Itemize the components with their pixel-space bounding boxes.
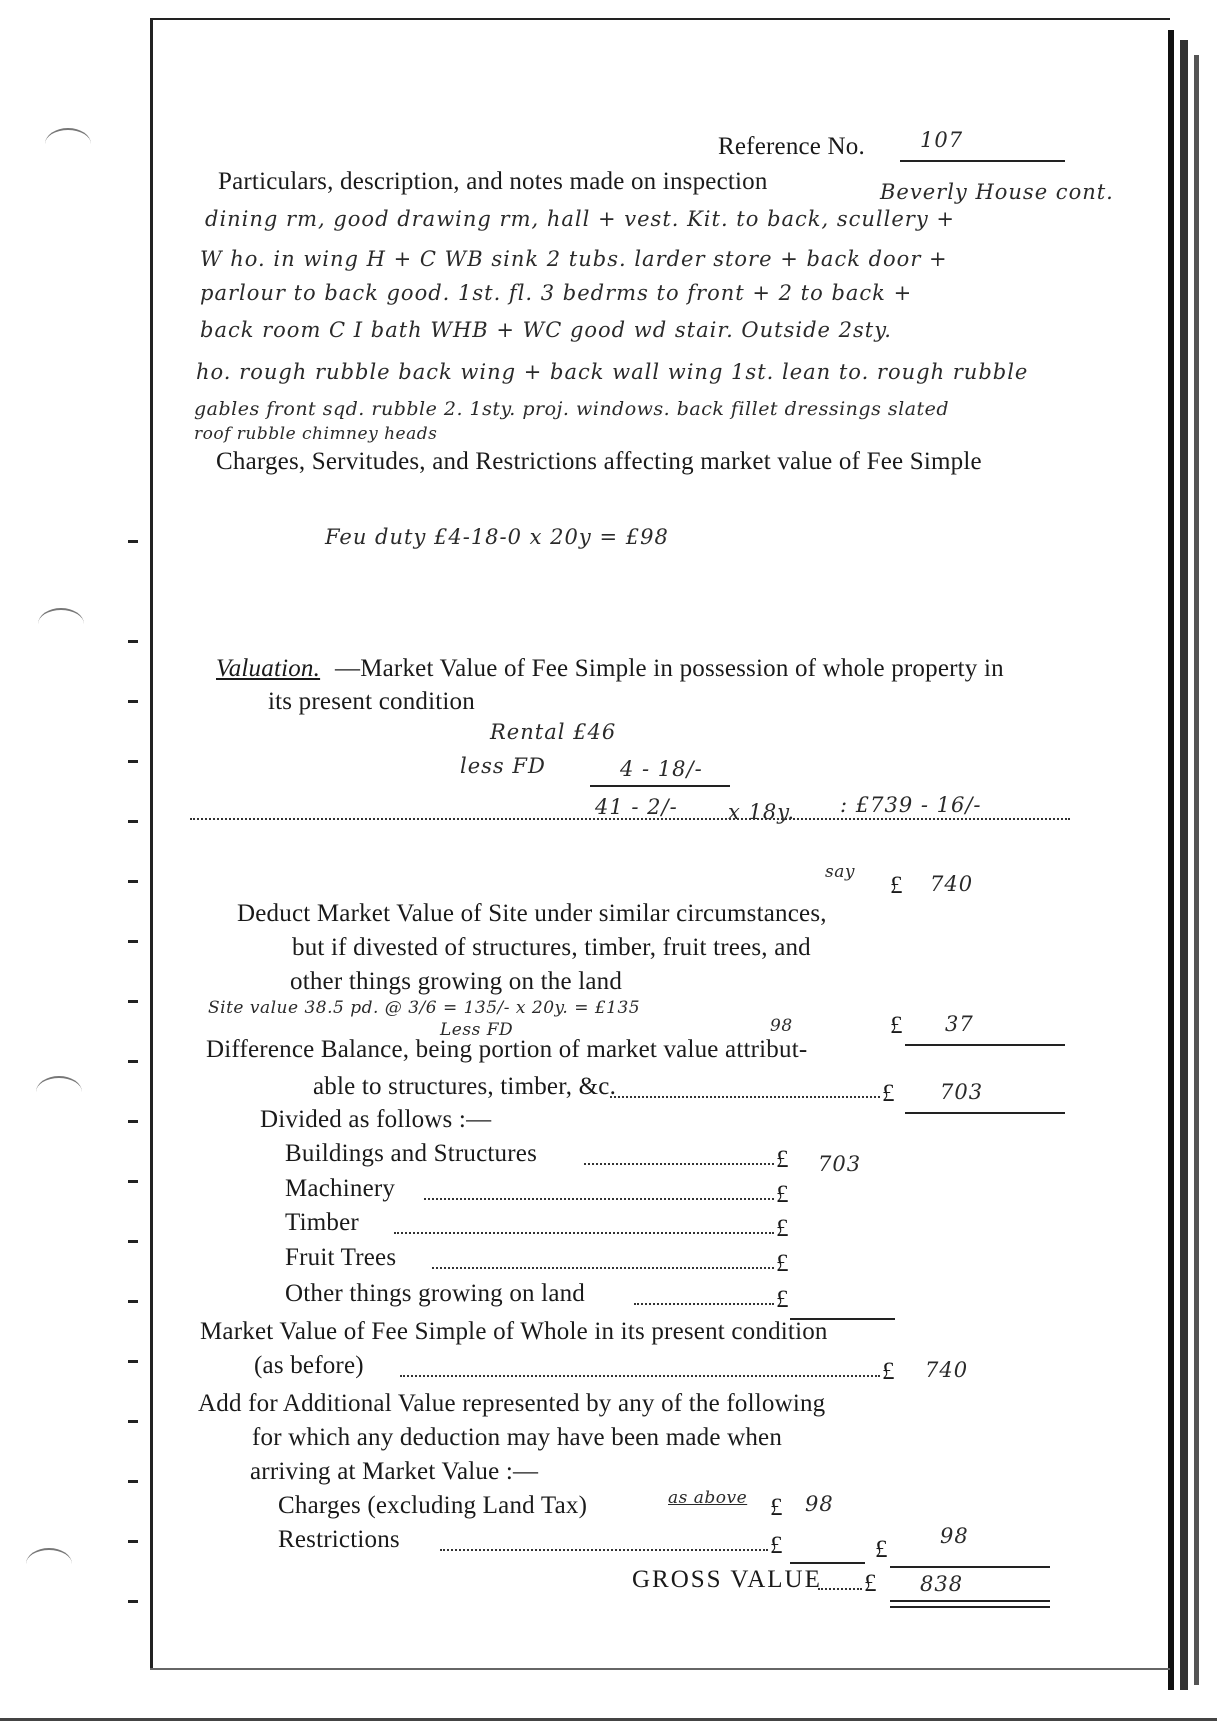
additional-label-line1: Add for Additional Value represented by any of the following — [198, 1390, 826, 1417]
valuation-rental: Rental £46 — [490, 720, 617, 744]
divided-item-label: Machinery — [285, 1175, 396, 1202]
divided-item-dots — [394, 1232, 774, 1234]
restrictions-rule — [790, 1562, 865, 1564]
punch-hole-mark — [45, 128, 91, 160]
site-currency: £ — [890, 1012, 903, 1039]
page-binding-edge-3 — [1194, 55, 1199, 1685]
restrictions-label: Restrictions — [278, 1526, 400, 1553]
gross-double-underline-1 — [890, 1600, 1050, 1602]
margin-tick — [128, 1600, 138, 1603]
valuation-title: Valuation. — [216, 655, 321, 682]
whole-dots — [400, 1375, 880, 1377]
margin-tick — [128, 1060, 138, 1063]
page-bottom-border — [150, 1668, 1170, 1670]
valuation-result: : £739 - 16/- — [840, 793, 982, 817]
gross-label: GROSS VALUE — [632, 1566, 822, 1593]
whole-label-line1: Market Value of Fee Simple of Whole in its present condition — [200, 1318, 828, 1345]
margin-tick — [128, 640, 138, 643]
divided-item-dots — [424, 1198, 774, 1200]
site-calc-less: Less FD — [440, 1020, 514, 1040]
difference-label-line1: Difference Balance, being portion of market value attribut- — [206, 1036, 808, 1063]
site-label-line1: Deduct Market Value of Site under similar circumstances, — [237, 900, 827, 927]
additional-label-line2: for which any deduction may have been made when — [252, 1424, 783, 1451]
notes-line: back room C I bath WHB + WC good wd stair. Outside 2sty. — [200, 318, 892, 342]
gross-currency: £ — [864, 1570, 877, 1597]
site-label-line2: but if divested of structures, timber, fruit trees, and — [292, 934, 811, 961]
margin-tick — [128, 1240, 138, 1243]
say-currency: £ — [890, 872, 903, 899]
valuation-net: 41 - 2/- — [595, 795, 678, 819]
gross-value: 838 — [920, 1572, 964, 1596]
punch-hole-mark — [36, 1076, 82, 1108]
site-label-line3: other things growing on the land — [290, 968, 623, 995]
say-value: 740 — [930, 872, 974, 896]
site-value-underline — [905, 1044, 1065, 1046]
charges-excl-label: Charges (excluding Land Tax) — [278, 1492, 588, 1519]
divided-item-label: Timber — [285, 1209, 359, 1236]
scan-bottom-edge — [0, 1718, 1217, 1721]
margin-tick — [128, 1000, 138, 1003]
margin-tick — [128, 540, 138, 543]
charges-excl-note: as above — [668, 1488, 748, 1508]
whole-label-line2: (as before) — [254, 1352, 364, 1379]
margin-tick — [128, 1120, 138, 1123]
notes-line: parlour to back good. 1st. fl. 3 bedrms to front + 2 to back + — [200, 281, 913, 305]
divided-item-currency: £ — [776, 1181, 789, 1208]
site-calc: Site value 38.5 pd. @ 3/6 = 135/- x 20y. = £135 — [208, 998, 641, 1018]
whole-currency: £ — [882, 1358, 895, 1385]
divided-item-dots — [584, 1163, 774, 1165]
divided-item-value: 703 — [818, 1152, 862, 1176]
divided-item-dots — [634, 1303, 774, 1305]
margin-tick — [128, 1360, 138, 1363]
page-binding-edge-2 — [1180, 40, 1188, 1690]
difference-label-line2: able to structures, timber, &c. — [313, 1073, 617, 1100]
restrictions-currency: £ — [770, 1532, 783, 1559]
notes-line: Beverly House cont. — [880, 180, 1114, 204]
difference-currency: £ — [882, 1080, 895, 1107]
particulars-label: Particulars, description, and notes made on inspection — [218, 168, 768, 195]
divided-item-label: Other things growing on land — [285, 1280, 586, 1307]
valuation-label: —Market Value of Fee Simple in possession of whole property in — [335, 655, 1004, 682]
additional-total-value: 98 — [940, 1524, 969, 1548]
notes-line: gables front sqd. rubble 2. 1sty. proj. windows. back fillet dressings slated — [194, 398, 950, 420]
punch-hole-mark — [26, 1548, 72, 1580]
margin-tick — [128, 1540, 138, 1543]
whole-value: 740 — [925, 1358, 969, 1382]
charges-excl-currency: £ — [770, 1494, 783, 1521]
divided-item-dots — [432, 1267, 774, 1269]
calc-rule — [590, 785, 730, 787]
difference-dots — [610, 1096, 880, 1098]
divided-item-label: Fruit Trees — [285, 1244, 397, 1271]
charges-note: Feu duty £4-18-0 x 20y = £98 — [325, 525, 669, 549]
valuation-label-line2: its present condition — [268, 688, 475, 715]
divided-item-currency: £ — [776, 1250, 789, 1277]
additional-label-line3: arriving at Market Value :— — [250, 1458, 539, 1485]
valuation-dotted-rule — [190, 818, 1070, 820]
additional-total-currency: £ — [875, 1536, 888, 1563]
notes-line: dining rm, good drawing rm, hall + vest. Kit. to back, scullery + — [205, 207, 955, 231]
site-calc-less-value: 98 — [770, 1016, 793, 1036]
margin-tick — [128, 940, 138, 943]
notes-line: W ho. in wing H + C WB sink 2 tubs. larder store + back door + — [200, 247, 948, 271]
site-value: 37 — [945, 1012, 974, 1036]
divided-label: Divided as follows :— — [260, 1106, 492, 1133]
reference-label: Reference No. — [718, 133, 865, 160]
gross-double-underline-2 — [890, 1606, 1050, 1608]
margin-tick — [128, 700, 138, 703]
notes-line: ho. rough rubble back wing + back wall wing 1st. lean to. rough rubble — [196, 360, 1029, 384]
additional-total-underline — [890, 1566, 1050, 1568]
divided-item-currency: £ — [776, 1146, 789, 1173]
margin-tick — [128, 1180, 138, 1183]
difference-value: 703 — [940, 1080, 984, 1104]
reference-number: 107 — [920, 128, 964, 152]
margin-tick — [128, 820, 138, 823]
page-top-border — [150, 18, 1170, 20]
valuation-less: less FD — [460, 754, 546, 778]
divided-item-label: Buildings and Structures — [285, 1140, 538, 1167]
page-binding-edge — [1168, 30, 1174, 1690]
difference-value-underline — [905, 1112, 1065, 1114]
divided-item-currency: £ — [776, 1215, 789, 1242]
divided-item-currency: £ — [776, 1286, 789, 1313]
margin-tick — [128, 1420, 138, 1423]
say-label: say — [825, 862, 855, 882]
valuation-mult: x 18y. — [728, 800, 795, 824]
punch-hole-mark — [38, 608, 84, 640]
gross-dots — [818, 1588, 862, 1590]
margin-tick — [128, 1480, 138, 1483]
reference-underline — [900, 160, 1065, 162]
margin-tick — [128, 880, 138, 883]
margin-tick — [128, 1300, 138, 1303]
restrictions-dots — [440, 1549, 768, 1551]
charges-excl-value: 98 — [805, 1492, 834, 1516]
valuation-fd: 4 - 18/- — [620, 757, 703, 781]
margin-tick — [128, 760, 138, 763]
charges-label: Charges, Servitudes, and Restrictions affecting market value of Fee Simple — [216, 448, 982, 475]
page-left-border — [150, 18, 153, 1668]
notes-line: roof rubble chimney heads — [194, 424, 438, 444]
